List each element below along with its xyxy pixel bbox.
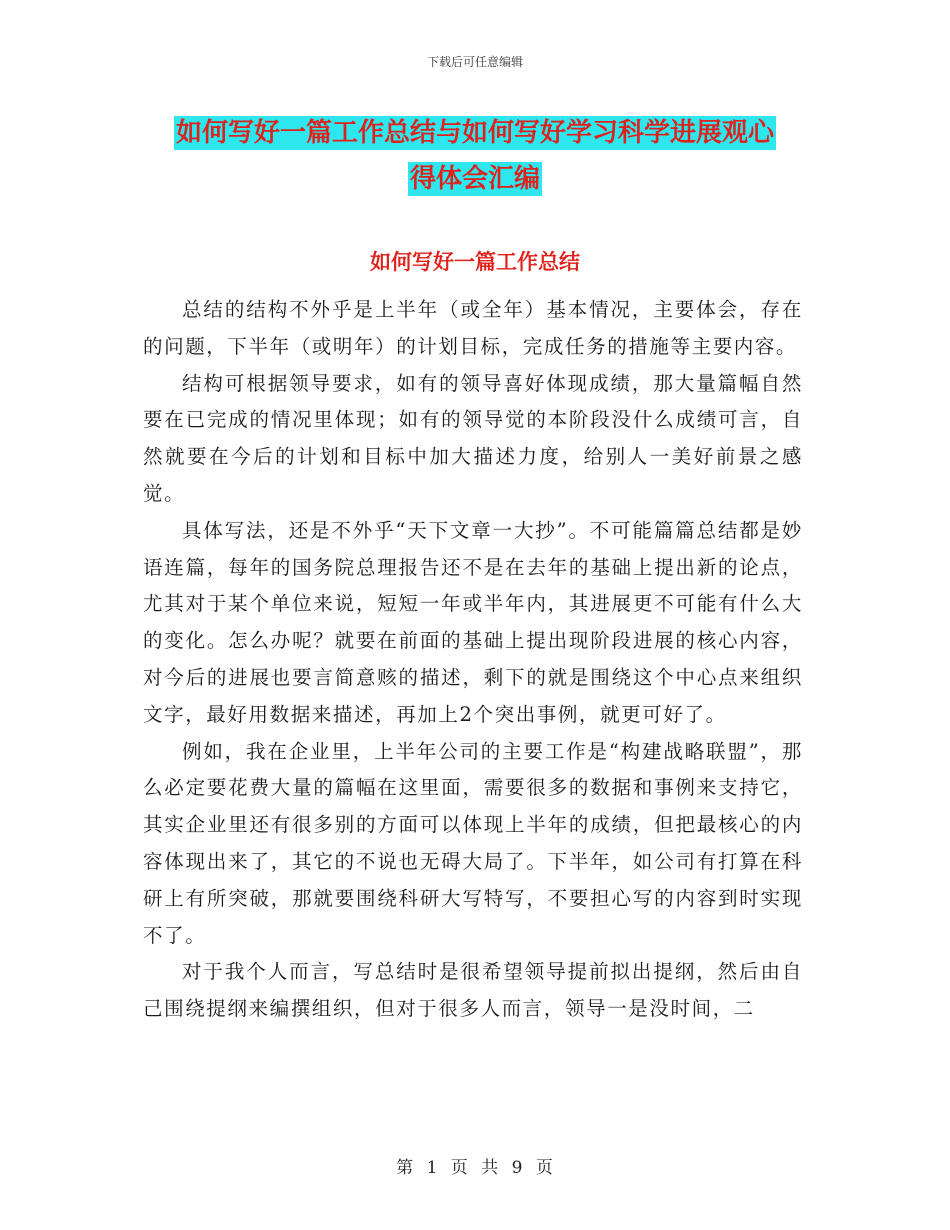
paragraph: 对于我个人而言，写总结时是很希望领导提前拟出提纲，然后由自己围绕提纲来编撰组织，但对于很多人而言，领导一是没时间，二 [143, 960, 803, 1021]
document-title-line-1: 如何写好一篇工作总结与如何写好学习科学进展观心 [175, 118, 774, 148]
document-title-line-2: 得体会汇编 [409, 164, 540, 194]
footer-current-page: 1 [426, 1158, 439, 1178]
footer-total-pages: 9 [511, 1158, 524, 1178]
footer-page-word: 页 [450, 1158, 469, 1178]
paragraph: 结构可根据领导要求，如有的领导喜好体现成绩，那大量篇幅自然要在已完成的情况里体现；如有的领导觉的本阶段没什么成绩可言，自然就要在今后的计划和目标中加大描述力度，给别人一美好前景之感觉。 [143, 371, 803, 505]
paragraph: 具体写法，还是不外乎“天下文章一大抄”。不可能篇篇总结都是妙语连篇，每年的国务院总理报告还不是在去年的基础上提出新的论点，尤其对于某个单位来说，短短一年或半年内，其进展更不可能有什么大的变化。怎么办呢？就要在前面的基础上提出现阶段进展的核心内容，对今后的进展也要言简意赅的描述，剩下的就是围绕这个中心点来组织文字，最好用数据来描述，再加上2个突出事例，就更可好了。 [143, 518, 803, 726]
body-text [143, 292, 803, 1028]
page-header-note: 下载后可任意编辑 [426, 55, 523, 69]
page-footer [0, 1153, 950, 1178]
footer-prefix: 第 [396, 1158, 415, 1178]
paragraph: 总结的结构不外乎是上半年（或全年）基本情况，主要体会，存在的问题，下半年（或明年）的计划目标，完成任务的措施等主要内容。 [143, 298, 803, 358]
footer-total-word: 共 [481, 1158, 500, 1178]
footer-suffix: 页 [535, 1158, 554, 1178]
document-title [120, 110, 830, 202]
section-title: 如何写好一篇工作总结 [370, 249, 580, 274]
paragraph: 例如，我在企业里，上半年公司的主要工作是“构建战略联盟”，那么必定要花费大量的篇幅在这里面，需要很多的数据和事例来支持它，其实企业里还有很多别的方面可以体现上半年的成绩，但把最核心的内容体现出来了，其它的不说也无碍大局了。下半年，如公司有打算在科研上有所突破，那就要围绕科研大写特写，不要担心写的内容到时实现不了。 [143, 739, 803, 947]
